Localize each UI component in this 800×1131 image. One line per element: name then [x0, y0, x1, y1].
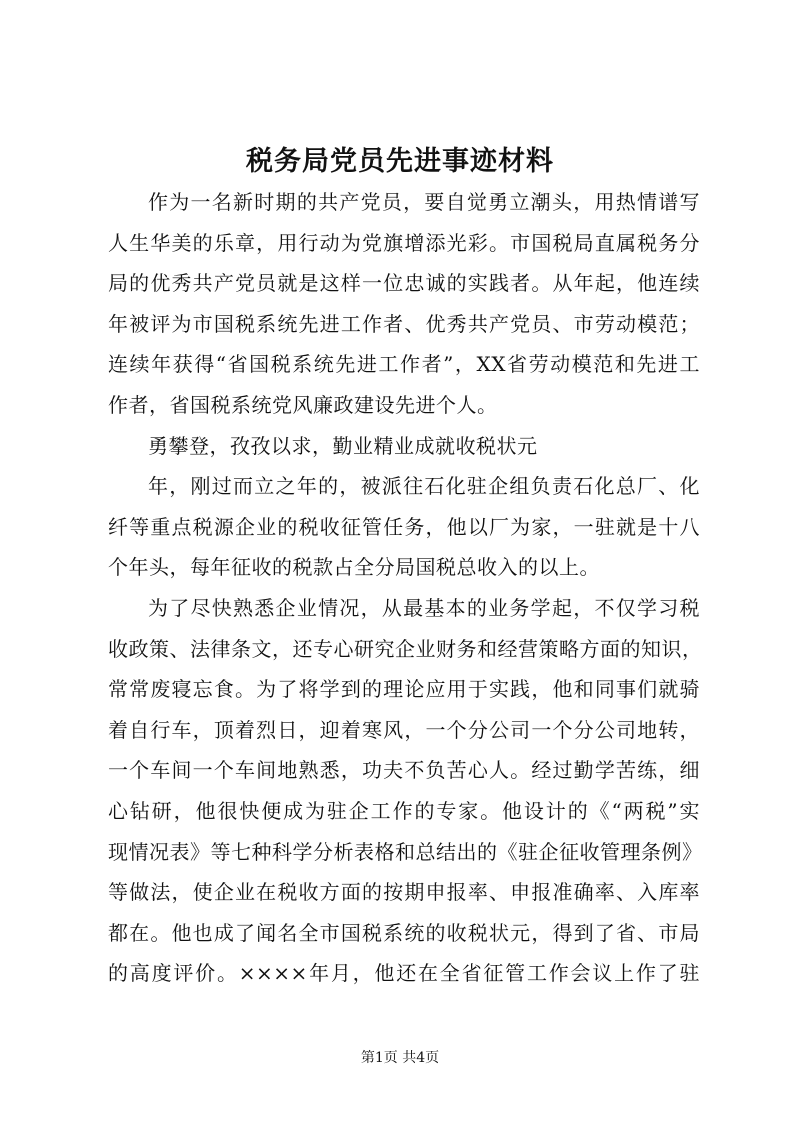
document-body — [108, 182, 703, 994]
body-line: 纤等重点税源企业的税收征管任务，他以厂为家，一驻就是十八 — [108, 514, 700, 539]
body-line: 着自行车，顶着烈日，迎着寒风，一个分公司一个分公司地转， — [108, 717, 700, 742]
body-line: 年被评为市国税系统先进工作者、优秀共产党员、市劳动模范； — [108, 311, 700, 336]
body-line: 心钻研，他很快便成为驻企工作的专家。他设计的《“两税”实 — [108, 798, 700, 823]
body-line: 一个车间一个车间地熟悉，功夫不负苦心人。经过勤学苦练，细 — [108, 758, 700, 783]
body-line: 年，刚过而立之年的，被派往石化驻企组负责石化总厂、化 — [148, 474, 700, 499]
body-line: 现情况表》等七种科学分析表格和总结出的《驻企征收管理条例》 — [108, 839, 703, 864]
body-line: 常常废寝忘食。为了将学到的理论应用于实践，他和同事们就骑 — [108, 677, 700, 702]
body-line: 个年头，每年征收的税款占全分局国税总收入的以上。 — [108, 555, 600, 580]
body-line: 为了尽快熟悉企业情况，从最基本的业务学起，不仅学习税 — [148, 595, 700, 620]
body-line: 等做法，使企业在税收方面的按期申报率、申报准确率、入库率 — [108, 880, 700, 905]
body-line: 的高度评价。××××年月，他还在全省征管工作会议上作了驻 — [108, 961, 700, 986]
body-line: 勇攀登，孜孜以求，勤业精业成就收税状元 — [148, 433, 538, 458]
body-line: 人生华美的乐章，用行动为党旗增添光彩。市国税局直属税务分 — [108, 230, 700, 255]
body-line: 局的优秀共产党员就是这样一位忠诚的实践者。从年起，他连续 — [108, 271, 700, 296]
body-line: 作者，省国税系统党风廉政建设先进个人。 — [108, 392, 498, 417]
body-line: 连续年获得“省国税系统先进工作者”，XX省劳动模范和先进工 — [108, 352, 700, 377]
body-line: 作为一名新时期的共产党员，要自觉勇立潮头，用热情谱写 — [148, 190, 700, 214]
body-line: 收政策、法律条文，还专心研究企业财务和经营策略方面的知识， — [108, 636, 703, 661]
body-line: 都在。他也成了闻名全市国税系统的收税状元，得到了省、市局 — [108, 920, 700, 945]
page-footer: 第1页 共4页 — [360, 1050, 440, 1066]
document-title: 税务局党员先进事迹材料 — [246, 146, 554, 177]
